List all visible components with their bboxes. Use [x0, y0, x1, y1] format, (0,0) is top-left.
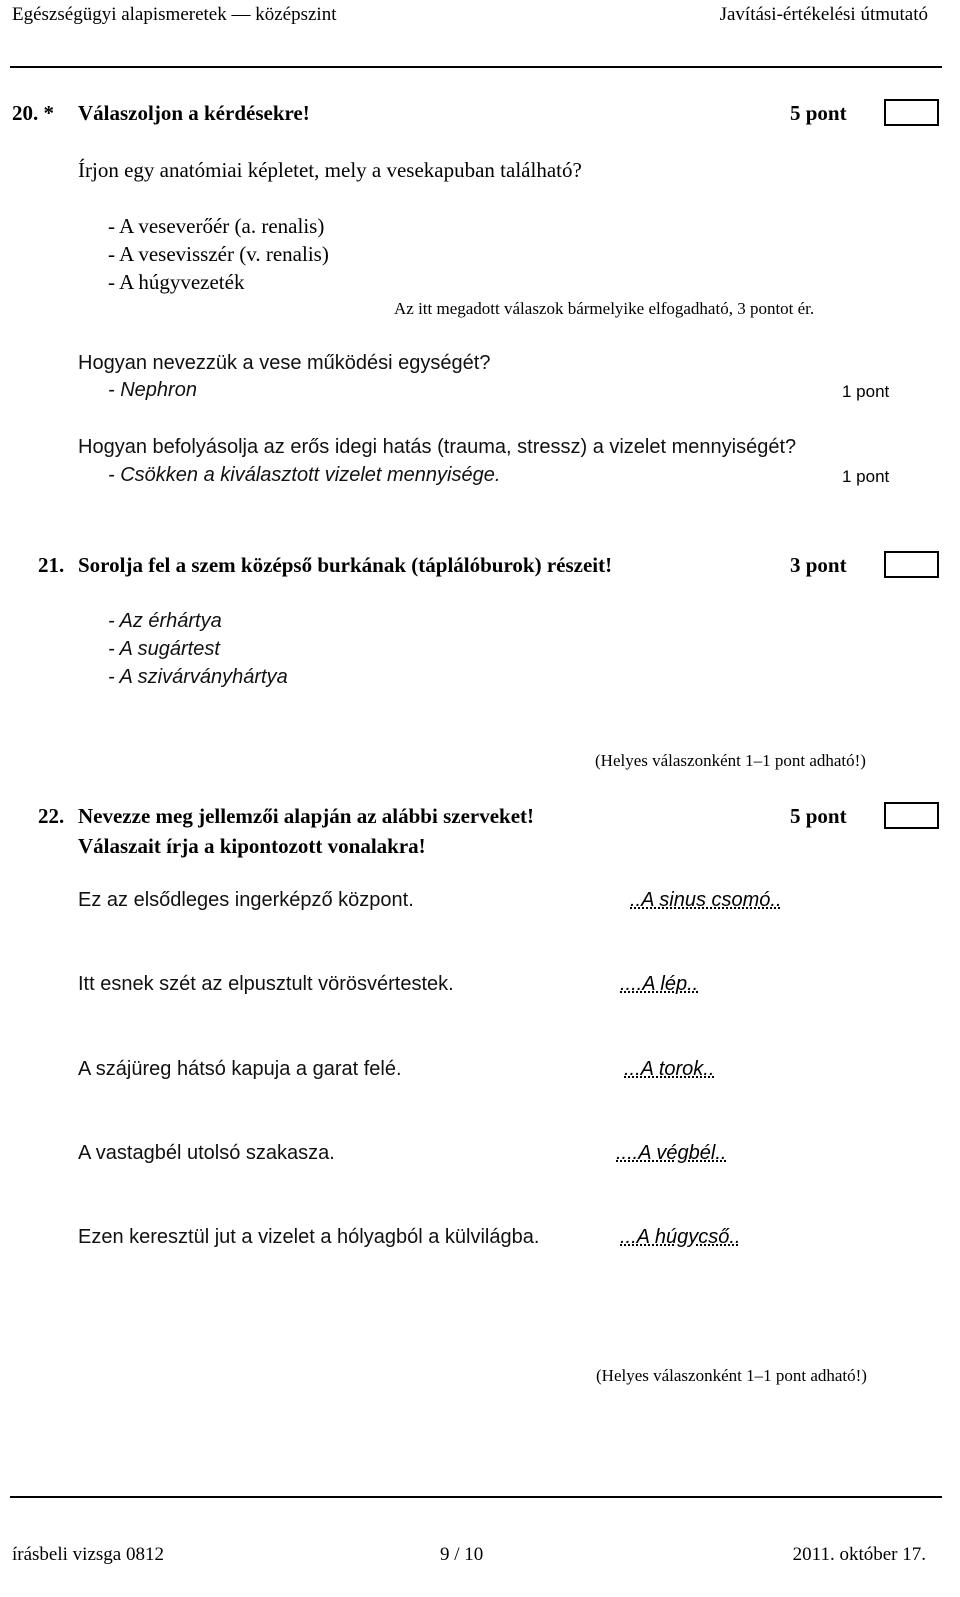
q20-sub3-answer: - Csökken a kiválasztott vizelet mennyisége. — [108, 464, 501, 486]
q22-title: Nevezze meg jellemzői alapján az alábbi szerveket! — [78, 804, 535, 828]
q20-sub1-answer-3: - A húgyvezeték — [108, 270, 245, 294]
footer-page-number: 9 / 10 — [440, 1544, 484, 1565]
footer-left: írásbeli vizsga 0812 — [12, 1544, 164, 1565]
q22-item-1-desc: Ez az elsődleges ingerképző központ. — [78, 889, 414, 911]
q22-note: (Helyes válaszonként 1–1 pont adható!) — [596, 1366, 867, 1385]
q22-item-2-desc: Itt esnek szét az elpusztult vörösvértestek. — [78, 973, 454, 995]
q22-item-3-desc: A szájüreg hátsó kapuja a garat felé. — [78, 1058, 402, 1080]
q22-item-4-answer: ....A végbél.. — [616, 1142, 727, 1164]
q21-title: Sorolja fel a szem középső burkának (táplálóburok) részeit! — [78, 553, 613, 577]
q22-item-4-desc: A vastagbél utolsó szakasza. — [78, 1142, 335, 1164]
q21-note: (Helyes válaszonként 1–1 pont adható!) — [595, 751, 866, 770]
q20-sub1-note: Az itt megadott válaszok bármelyike elfogadható, 3 pontot ér. — [394, 299, 815, 318]
q21-score-box[interactable] — [884, 551, 939, 578]
q20-sub2-points: 1 pont — [842, 382, 890, 401]
q22-score-box[interactable] — [884, 802, 939, 829]
q20-sub1-answer-1: - A veseverőér (a. renalis) — [108, 214, 325, 238]
header-right: Javítási-értékelési útmutató — [719, 4, 928, 25]
q20-number: 20. * — [12, 101, 54, 125]
q20-sub1-answer-2: - A vesevisszér (v. renalis) — [108, 242, 329, 266]
footer-rule — [10, 1496, 942, 1498]
q22-item-5-desc: Ezen keresztül jut a vizelet a hólyagból a külvilágba. — [78, 1226, 540, 1248]
header-left: Egészségügyi alapismeretek — középszint — [12, 4, 337, 25]
q22-title-line2: Válaszait írja a kipontozott vonalakra! — [78, 834, 426, 858]
footer-date: 2011. október 17. — [792, 1544, 926, 1565]
q20-points: 5 pont — [790, 101, 847, 125]
q20-title: Válaszoljon a kérdésekre! — [78, 101, 310, 125]
q21-points: 3 pont — [790, 553, 847, 577]
q21-answer-1: - Az érhártya — [108, 610, 222, 632]
q20-sub2-question: Hogyan nevezzük a vese működési egységét? — [78, 352, 491, 374]
q22-number: 22. — [38, 804, 65, 828]
q20-score-box[interactable] — [884, 99, 939, 126]
q20-sub2-answer: - Nephron — [108, 379, 197, 401]
q22-item-3-answer: ...A torok.. — [624, 1058, 715, 1080]
q20-sub3-points: 1 pont — [842, 467, 890, 486]
q21-number: 21. — [38, 553, 65, 577]
q20-sub3-question: Hogyan befolyásolja az erős idegi hatás (trauma, stressz) a vizelet mennyiségét? — [78, 436, 797, 458]
q22-points: 5 pont — [790, 804, 847, 828]
q22-item-2-answer: ....A lép.. — [620, 973, 699, 995]
q22-item-1-answer: ..A sinus csomó.. — [630, 889, 782, 911]
q20-sub1-question: Írjon egy anatómiai képletet, mely a vesekapuban található? — [78, 158, 582, 182]
q22-item-5-answer: ...A húgycső.. — [620, 1226, 741, 1248]
q21-answer-2: - A sugártest — [108, 638, 220, 660]
header-rule — [10, 66, 942, 68]
q21-answer-3: - A szivárványhártya — [108, 666, 288, 688]
